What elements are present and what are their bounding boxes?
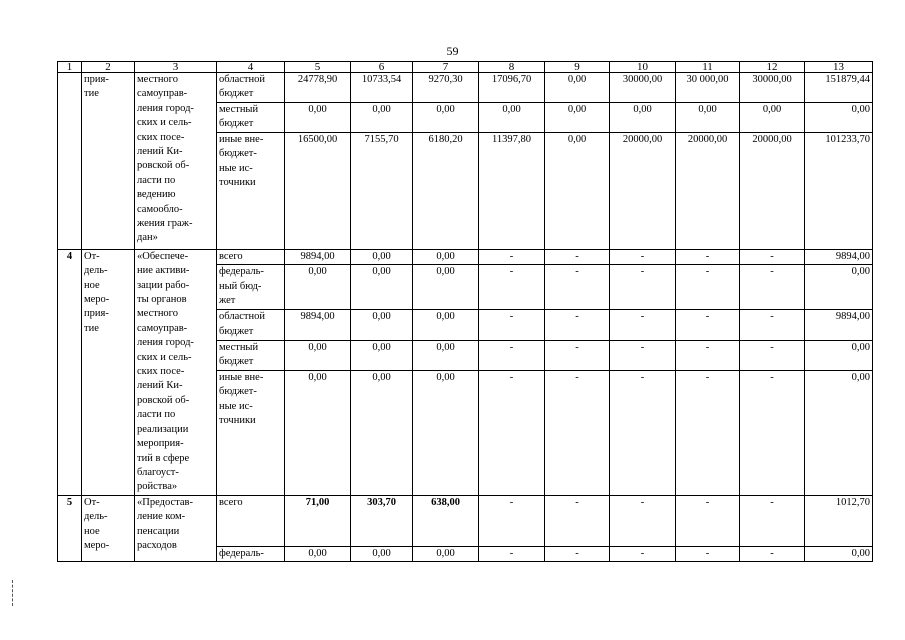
value-cell: 0,00: [805, 265, 873, 310]
column-header: 3: [135, 62, 217, 73]
value-cell: -: [479, 370, 545, 495]
value-cell: 0,00: [285, 546, 351, 561]
column-header: 7: [413, 62, 479, 73]
value-cell: -: [610, 340, 676, 370]
value-cell: 0,00: [805, 103, 873, 133]
value-cell: 0,00: [740, 103, 805, 133]
value-cell: 71,00: [285, 495, 351, 546]
value-cell: 0,00: [351, 370, 413, 495]
value-cell: 6180,20: [413, 132, 479, 249]
column-header: 10: [610, 62, 676, 73]
value-cell: -: [740, 265, 805, 310]
value-cell: -: [610, 546, 676, 561]
value-cell: 9894,00: [285, 310, 351, 340]
value-cell: -: [479, 340, 545, 370]
column-header: 12: [740, 62, 805, 73]
measure-number: 5: [58, 495, 82, 561]
column-header: 2: [82, 62, 135, 73]
value-cell: 0,00: [413, 265, 479, 310]
value-cell: -: [479, 546, 545, 561]
funding-source: федераль- ный бюд- жет: [217, 265, 285, 310]
funding-source: местный бюджет: [217, 103, 285, 133]
value-cell: 10733,54: [351, 73, 413, 103]
value-cell: 30000,00: [610, 73, 676, 103]
measure-title: местного самоуправ- ления город- ских и сель- ских посе- лений Ки- ровской об- ласти по ведению самообло- жения граж- дан»: [135, 73, 217, 250]
column-header: 1: [58, 62, 82, 73]
value-cell: 11397,80: [479, 132, 545, 249]
measure-status: От- дель- ное меро-: [82, 495, 135, 561]
value-cell: 0,00: [285, 103, 351, 133]
table-row: [58, 73, 873, 103]
value-cell: -: [545, 265, 610, 310]
value-cell: -: [545, 340, 610, 370]
value-cell: 638,00: [413, 495, 479, 546]
value-cell: 16500,00: [285, 132, 351, 249]
value-cell: -: [610, 249, 676, 265]
measure-status: прия- тие: [82, 73, 135, 250]
value-cell: -: [740, 249, 805, 265]
value-cell: -: [740, 495, 805, 546]
value-cell: -: [610, 265, 676, 310]
value-cell: 101233,70: [805, 132, 873, 249]
value-cell: 0,00: [413, 340, 479, 370]
measure-title: «Обеспече- ние активи- зации рабо- ты органов местного самоуправ- ления город- ских и сель- ских посе- лений Ки- ровской об- ласти по реализации мероприя- тий в сфере благоуст- ройства»: [135, 249, 217, 495]
value-cell: 0,00: [545, 73, 610, 103]
value-cell: 0,00: [413, 370, 479, 495]
column-header: 8: [479, 62, 545, 73]
measure-status: От- дель- ное меро- прия- тие: [82, 249, 135, 495]
value-cell: 20000,00: [610, 132, 676, 249]
value-cell: -: [676, 265, 740, 310]
value-cell: -: [740, 310, 805, 340]
value-cell: 9894,00: [805, 249, 873, 265]
column-header: 4: [217, 62, 285, 73]
value-cell: 151879,44: [805, 73, 873, 103]
value-cell: 0,00: [285, 340, 351, 370]
value-cell: 0,00: [413, 546, 479, 561]
value-cell: 303,70: [351, 495, 413, 546]
table-row: [58, 249, 873, 265]
funding-source: всего: [217, 495, 285, 546]
value-cell: 0,00: [351, 340, 413, 370]
value-cell: 9894,00: [805, 310, 873, 340]
value-cell: 7155,70: [351, 132, 413, 249]
value-cell: -: [610, 310, 676, 340]
value-cell: 0,00: [413, 103, 479, 133]
value-cell: -: [479, 495, 545, 546]
value-cell: 0,00: [351, 310, 413, 340]
table-row: [58, 495, 873, 546]
column-header: 13: [805, 62, 873, 73]
value-cell: -: [740, 546, 805, 561]
value-cell: -: [676, 546, 740, 561]
funding-source: иные вне- бюджет- ные ис- точники: [217, 132, 285, 249]
margin-scan-mark: [12, 580, 14, 606]
column-header: 11: [676, 62, 740, 73]
value-cell: 0,00: [351, 546, 413, 561]
value-cell: -: [676, 370, 740, 495]
page-number: 59: [446, 44, 459, 58]
value-cell: 0,00: [545, 132, 610, 249]
value-cell: 0,00: [805, 340, 873, 370]
value-cell: 30000,00: [740, 73, 805, 103]
value-cell: 9270,30: [413, 73, 479, 103]
value-cell: -: [610, 370, 676, 495]
value-cell: -: [740, 370, 805, 495]
funding-source: местный бюджет: [217, 340, 285, 370]
header-row: [58, 62, 873, 73]
value-cell: 0,00: [413, 310, 479, 340]
value-cell: 0,00: [351, 265, 413, 310]
value-cell: 0,00: [610, 103, 676, 133]
value-cell: 30 000,00: [676, 73, 740, 103]
measure-title: «Предостав- ление ком- пенсации расходов: [135, 495, 217, 561]
value-cell: -: [545, 370, 610, 495]
measure-number: 4: [58, 249, 82, 495]
value-cell: -: [545, 546, 610, 561]
value-cell: -: [740, 340, 805, 370]
value-cell: 0,00: [805, 546, 873, 561]
value-cell: 0,00: [805, 370, 873, 495]
value-cell: -: [676, 310, 740, 340]
value-cell: -: [676, 249, 740, 265]
value-cell: -: [479, 310, 545, 340]
value-cell: 20000,00: [676, 132, 740, 249]
value-cell: -: [676, 495, 740, 546]
value-cell: 0,00: [285, 370, 351, 495]
funding-source: областной бюджет: [217, 310, 285, 340]
financing-table: [57, 61, 873, 562]
value-cell: -: [676, 340, 740, 370]
column-header: 6: [351, 62, 413, 73]
value-cell: 0,00: [413, 249, 479, 265]
value-cell: -: [545, 249, 610, 265]
value-cell: 0,00: [285, 265, 351, 310]
column-header: 5: [285, 62, 351, 73]
value-cell: -: [479, 249, 545, 265]
value-cell: 1012,70: [805, 495, 873, 546]
funding-source: федераль-: [217, 546, 285, 561]
column-header: 9: [545, 62, 610, 73]
funding-source: областной бюджет: [217, 73, 285, 103]
value-cell: 0,00: [351, 249, 413, 265]
value-cell: -: [545, 310, 610, 340]
value-cell: -: [479, 265, 545, 310]
value-cell: 20000,00: [740, 132, 805, 249]
value-cell: 0,00: [545, 103, 610, 133]
value-cell: 0,00: [676, 103, 740, 133]
value-cell: 17096,70: [479, 73, 545, 103]
value-cell: 0,00: [351, 103, 413, 133]
value-cell: -: [545, 495, 610, 546]
value-cell: 24778,90: [285, 73, 351, 103]
value-cell: 9894,00: [285, 249, 351, 265]
value-cell: -: [610, 495, 676, 546]
funding-source: всего: [217, 249, 285, 265]
value-cell: 0,00: [479, 103, 545, 133]
measure-number: [58, 73, 82, 250]
funding-source: иные вне- бюджет- ные ис- точники: [217, 370, 285, 495]
